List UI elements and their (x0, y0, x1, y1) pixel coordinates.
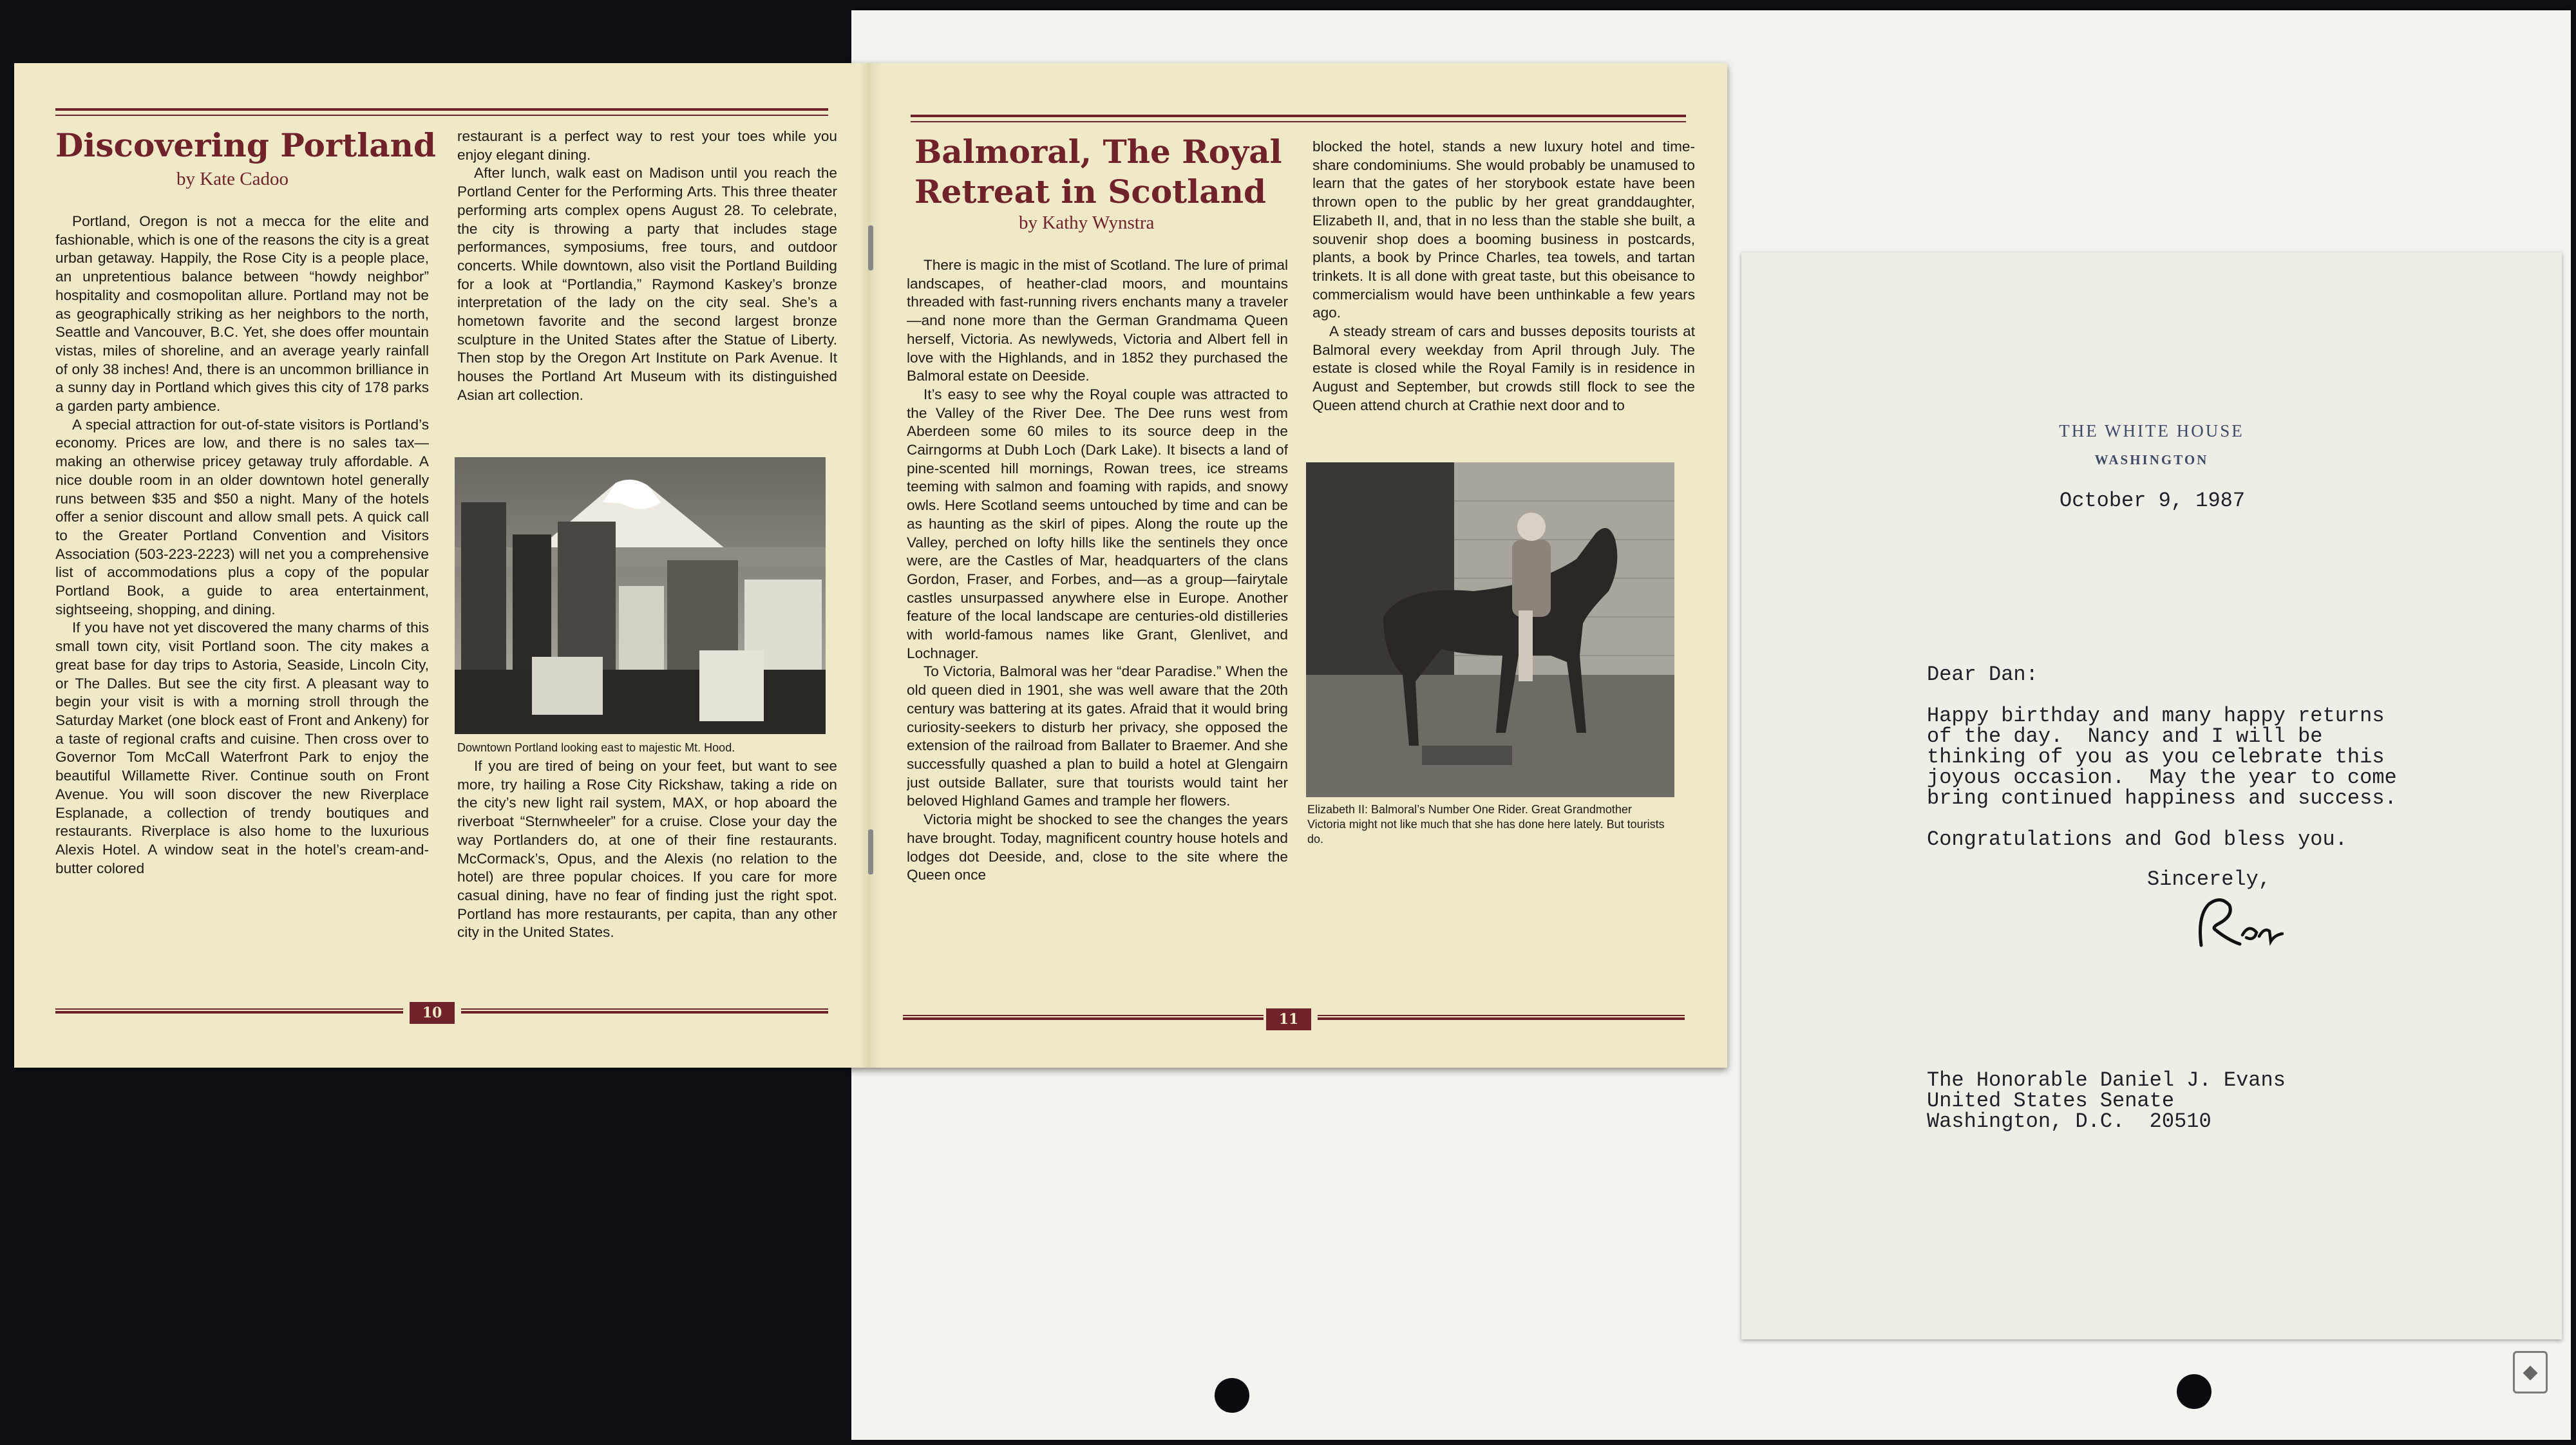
right-article-title-line-2: Retreat in Scotland (914, 173, 1266, 211)
paragraph: If you are tired of being on your feet, but want to see more, try hailing a Rose City Rickshaw, taking a ride on the city’s new light rail system, MAX, or hop aboard the riverboat “Sternwheeler” for a cruise. Close your day the way Portlanders do, at one of their fine restaurants. McCormack’s, Opus, and the Alexis (no relation to the hotel) are three popular choices. If you care for more casual dining, have no fear of finding just the right spot. Portland has more restaurants, per capita, than any other city in the United States. (457, 758, 837, 941)
page-number-10: 10 (410, 1002, 455, 1024)
left-article-byline: by Kate Cadoo (176, 169, 289, 189)
left-article-title: Discovering Portland (55, 126, 436, 164)
paragraph: Portland, Oregon is not a mecca for the elite and fashionable, which is one of the reasons the city is a great urban getaway. Happily, the Rose City is a people place, an unpretentious balance between “howdy neighbor” hospitality and cosmopolitan allure. Portland may not be as geographically striking as her neighbors to the north, Seattle and Vancouver, B.C. Yet, she does offer mountain vistas, miles of shoreline, and an average yearly rainfall of only 38 inches! And, there is an uncommon brilliance in a sunny day in Portland which gives this city of 178 parks a garden party ambience. (55, 213, 429, 415)
right-page-bottom-rule-2 (1318, 1015, 1685, 1020)
punch-hole-left (1215, 1378, 1249, 1413)
right-page-top-rule (911, 115, 1686, 122)
letterhead-title: THE WHITE HOUSE (2059, 421, 2244, 440)
portland-skyline-photo (455, 457, 826, 734)
archive-stamp-icon: ◆ (2513, 1351, 2548, 1393)
letterhead-city: WASHINGTON (2094, 452, 2209, 468)
paragraph: It’s easy to see why the Royal couple was attracted to the Valley of the River Dee. The Dee runs west from Aberdeen some 60 miles to its source deep in the Cairngorms at Dubh Loch (Dark Lake). It bisects a land of pine-scented hill mornings, Rowan trees, ice streams teeming with salmon and foaming with rapids, and snowy owls. Here Scotland seems untouched by time and can be as haunting as the skirl of pipes. Along the route up the Valley, perched on lofty hills like the sentinels they once were, are the Castles of Mar, headquarters of the clans Gordon, Fraser, and Forbes, and—as a group—fairytale castles unsurpassed anywhere else in Europe. Another feature of the local landscape are centuries-old distilleries with world-famous names like Grant, Glenlivet, and Lochnager. (907, 386, 1288, 661)
letter-body-line: joyous occasion. May the year to come (1927, 766, 2397, 789)
paragraph: If you have not yet discovered the many charms of this small town city, visit Portland soon. The city makes a great base for day trips to Astoria, Seaside, Lincoln City, or The Dalles. But see the city first. A pleasant way to begin your visit is with a morning stroll through the Saturday Market (one block east of Front and Ankeny) for a taste of regional crafts and cuisine. Then cross over to Governor Tom McCall Waterfront Park to enjoy the beautiful Willamette River. Continue south on Front Avenue. You will soon discover the new Riverplace Esplanade, a collection of trendy boutiques and restaurants. Riverplace is also home to the luxurious Alexis Hotel. A window seat in the hotel’s cream-and-butter colored (55, 619, 429, 876)
portland-photo-caption: Downtown Portland looking east to majestic Mt. Hood. (457, 741, 735, 754)
white-house-letter (1741, 252, 2562, 1339)
paragraph: restaurant is a perfect way to rest your toes while you enjoy elegant dining. (457, 128, 837, 163)
left-article-column-2-top (457, 128, 837, 514)
left-page-bottom-rule-1 (55, 1008, 403, 1014)
recipient-address-line: United States Senate (1927, 1089, 2175, 1113)
letter-blessing: Congratulations and God bless you. (1927, 827, 2347, 851)
letter-body-line: bring continued happiness and success. (1927, 786, 2397, 810)
letter-salutation: Dear Dan: (1927, 663, 2038, 686)
letter-body-line: of the day. Nancy and I will be (1927, 724, 2323, 748)
letter-closing: Sincerely, (2147, 867, 2271, 891)
left-article-column-1 (55, 212, 429, 1041)
paragraph: blocked the hotel, stands a new luxury hotel and time-share condominiums. She would probably be unamused to learn that the gates of her storybook estate have been thrown open to the public by her great granddaughter, Elizabeth II, and, that in no less than the stable she built, a souvenir shop does a booming business in postcards, plants, a book by Prince Charles, tea towels, and tartan trinkets. It is all done with great taste, but this obeisance to commercialism would have been unthinkable a few years ago. (1312, 138, 1695, 321)
recipient-address-line: Washington, D.C. 20510 (1927, 1110, 2211, 1133)
magazine-spine (859, 63, 882, 1068)
left-page-top-rule (55, 108, 828, 116)
paragraph: To Victoria, Balmoral was her “dear Paradise.” When the old queen died in 1901, she was well aware that the 20th century was battering at its gates. Afraid that it would bring curiosity-seekers to disturb her privacy, she opposed the extension of the railroad from Ballater to Braemer. And she successfully quashed a plan to build a hotel at Glengairn just outside Ballater, sure that tourists would taint her beloved Highland Games and trample her flowers. (907, 663, 1288, 809)
letter-body-line: thinking of you as you celebrate this (1927, 745, 2385, 769)
punch-hole-right (2177, 1374, 2211, 1409)
paragraph: A steady stream of cars and busses deposits tourists at Balmoral every weekday from April through July. The estate is closed while the Royal Family is in residence in August and September, but crowds still flock to see the Queen attend church at Crathie next door and to (1312, 323, 1695, 413)
recipient-address-line: The Honorable Daniel J. Evans (1927, 1068, 2286, 1092)
right-page-bottom-rule-1 (903, 1015, 1264, 1020)
paragraph: Victoria might be shocked to see the changes the years have brought. Today, magnificent country house hotels and lodges dot Deeside, and, close to the site where the Queen once (907, 811, 1288, 883)
right-article-byline: by Kathy Wynstra (1019, 212, 1155, 233)
handwritten-signature (2192, 890, 2289, 954)
page-number-11: 11 (1266, 1008, 1311, 1030)
staple-top (868, 225, 873, 270)
right-article-column-1 (907, 256, 1288, 1055)
left-article-column-2-bottom (457, 757, 837, 1060)
paragraph: After lunch, walk east on Madison until you reach the Portland Center for the Performing Arts. This three theater performing arts complex opens August 28. To celebrate, the city is throwing a party that includes stage performances, symposiums, free tours, and outdoor concerts. While downtown, also visit the Portland Building for a look at “Portlandia,” Raymond Kaskey’s bronze interpretation of the lady on the city seal. She’s a hometown favorite and the second largest bronze sculpture in the United States after the Statue of Liberty. Then stop by the Oregon Art Institute on Park Avenue. It houses the Portland Art Museum with its distinguished Asian art collection. (457, 165, 837, 403)
paragraph: A special attraction for out-of-state visitors is Portland’s economy. Prices are low, and there is no sales tax—making an otherwise pricey getaway truly affordable. A nice double room in an older downtown hotel generally runs between $35 and $50 a night. Many of the hotels offer a senior discount and allow small pets. A quick call to the Greater Portland Convention and Visitors Association (503-223-2223) will net you a comprehensive list of accommodations plus a copy of the popular Portland Book, a guide to area entertainment, sightseeing, shopping, and dining. (55, 416, 429, 618)
letter-body-line: Happy birthday and many happy returns (1927, 704, 2385, 728)
paragraph: There is magic in the mist of Scotland. The lure of primal landscapes, of heather-clad moors, and mountains threaded with fast-running rivers enchants many a traveler—and none more than the German Grandmama Queen herself, Victoria. As newlyweds, Victoria and Albert fell in love with the Highlands, and in 1852 they purchased the Balmoral estate on Deeside. (907, 257, 1288, 384)
right-article-column-2 (1312, 138, 1695, 511)
staple-bottom (868, 829, 873, 874)
right-article-title-line-1: Balmoral, The Royal (914, 133, 1282, 171)
magazine-spread (14, 63, 1727, 1068)
queen-on-horse-photo (1306, 462, 1674, 797)
letter-date: October 9, 1987 (2060, 489, 2246, 513)
left-page-bottom-rule-2 (461, 1008, 828, 1014)
queen-photo-caption: Elizabeth II: Balmoral’s Number One Rider. Great Grandmother Victoria might not like much that she has done here lately. But tourists do. (1307, 803, 1665, 845)
